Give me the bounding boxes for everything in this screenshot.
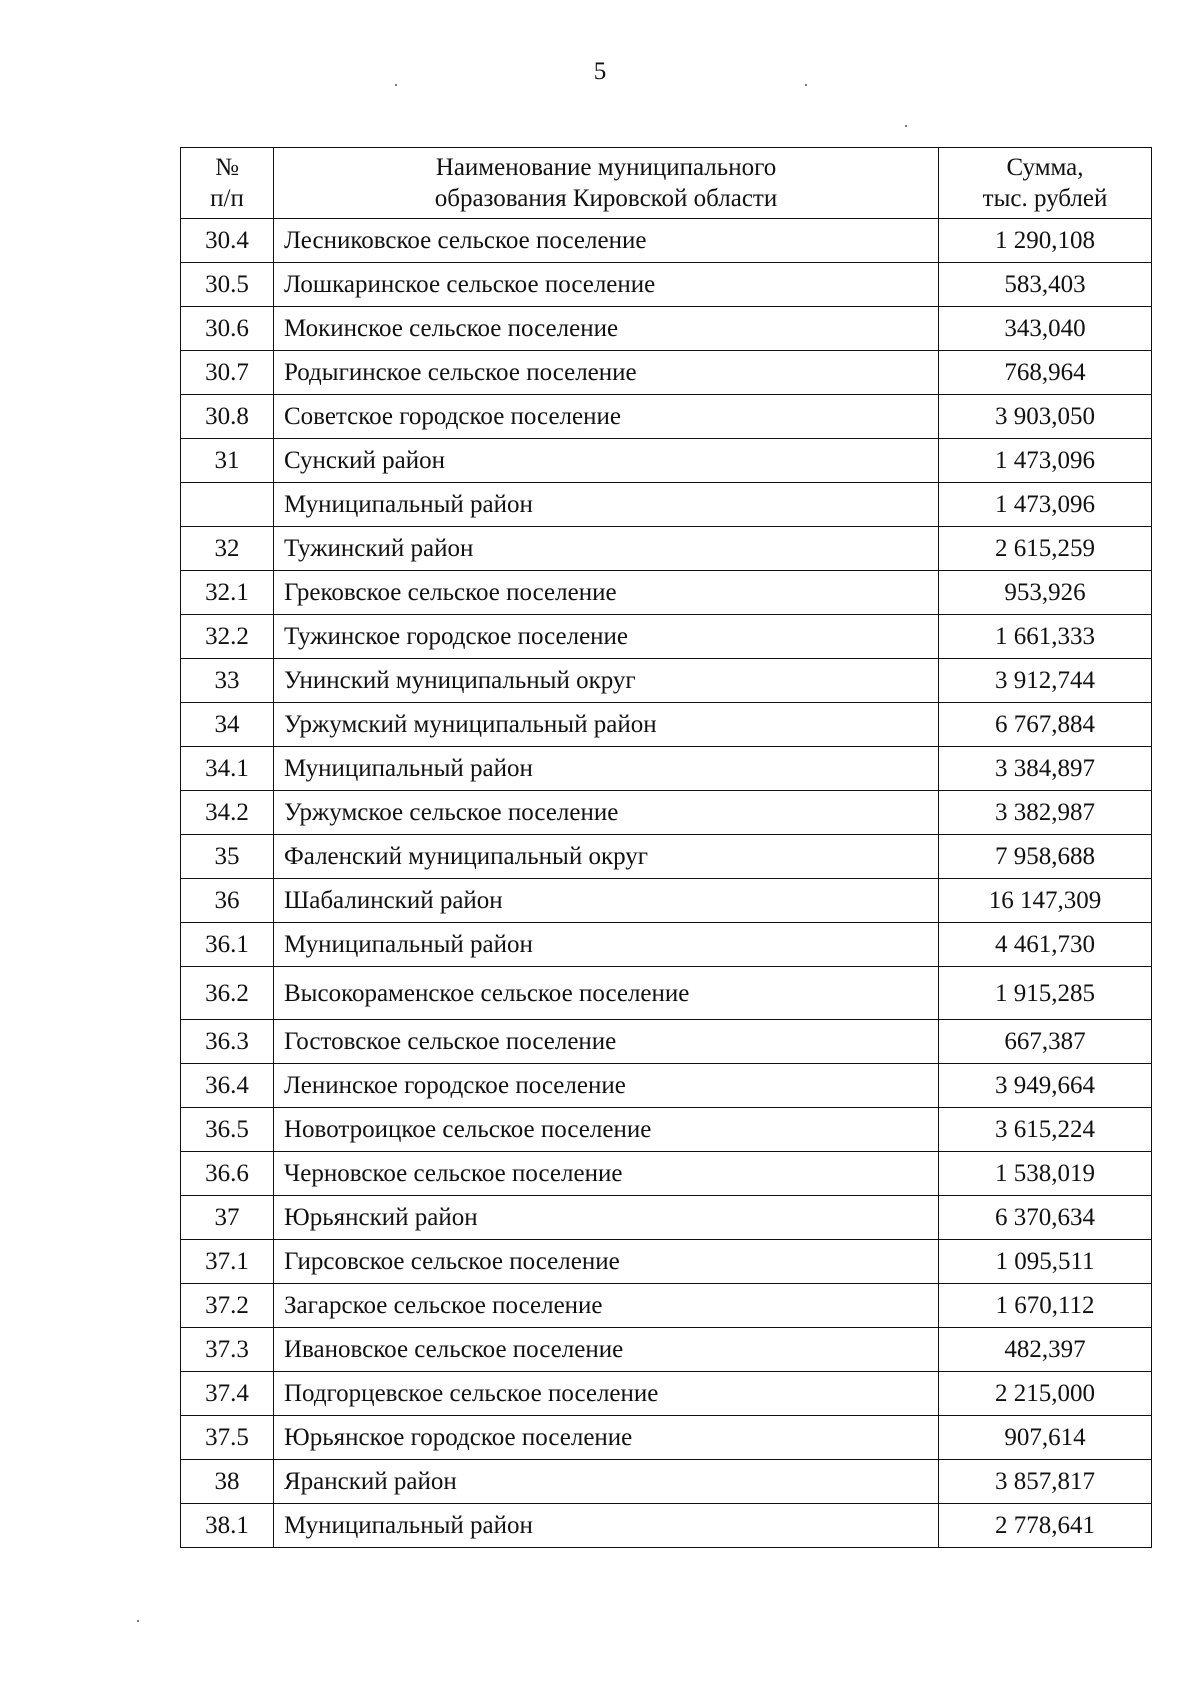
row-number: 36.6 bbox=[181, 1152, 274, 1196]
table-row bbox=[181, 967, 1152, 1020]
row-sum: 1 538,019 bbox=[939, 1152, 1152, 1196]
row-number bbox=[181, 483, 274, 527]
row-name: Загарское сельское поселение bbox=[274, 1284, 939, 1328]
row-sum: 1 670,112 bbox=[939, 1284, 1152, 1328]
row-name: Грековское сельское поселение bbox=[274, 571, 939, 615]
row-number: 37 bbox=[181, 1196, 274, 1240]
table-row bbox=[181, 747, 1152, 791]
row-sum: 4 461,730 bbox=[939, 923, 1152, 967]
row-sum: 1 661,333 bbox=[939, 615, 1152, 659]
table-row bbox=[181, 351, 1152, 395]
table-row bbox=[181, 263, 1152, 307]
row-number: 30.7 bbox=[181, 351, 274, 395]
row-sum: 1 290,108 bbox=[939, 219, 1152, 263]
row-sum: 3 382,987 bbox=[939, 791, 1152, 835]
table-row bbox=[181, 439, 1152, 483]
row-number: 30.8 bbox=[181, 395, 274, 439]
row-sum: 3 857,817 bbox=[939, 1460, 1152, 1504]
row-sum: 1 915,285 bbox=[939, 967, 1152, 1020]
row-number: 38 bbox=[181, 1460, 274, 1504]
row-number: 37.1 bbox=[181, 1240, 274, 1284]
row-name: Гостовское сельское поселение bbox=[274, 1020, 939, 1064]
header-name-line-2: образования Кировской области bbox=[434, 185, 778, 212]
table-row bbox=[181, 879, 1152, 923]
row-name: Муниципальный район bbox=[274, 483, 939, 527]
row-sum: 482,397 bbox=[939, 1328, 1152, 1372]
row-sum: 3 615,224 bbox=[939, 1108, 1152, 1152]
header-sum bbox=[939, 148, 1152, 219]
table-row bbox=[181, 615, 1152, 659]
header-name bbox=[274, 148, 939, 219]
row-name: Юрьянский район bbox=[274, 1196, 939, 1240]
row-sum: 907,614 bbox=[939, 1416, 1152, 1460]
table-row bbox=[181, 307, 1152, 351]
table-row bbox=[181, 659, 1152, 703]
table-row bbox=[181, 395, 1152, 439]
header-sum-line-2: тыс. рублей bbox=[982, 185, 1108, 212]
row-sum: 343,040 bbox=[939, 307, 1152, 351]
table-row bbox=[181, 571, 1152, 615]
row-name: Подгорцевское сельское поселение bbox=[274, 1372, 939, 1416]
row-number: 37.5 bbox=[181, 1416, 274, 1460]
row-number: 34 bbox=[181, 703, 274, 747]
row-name: Новотроицкое сельское поселение bbox=[274, 1108, 939, 1152]
row-sum: 2 215,000 bbox=[939, 1372, 1152, 1416]
table-row bbox=[181, 1416, 1152, 1460]
row-number: 36.2 bbox=[181, 967, 274, 1020]
header-sum-line-1: Сумма, bbox=[1006, 154, 1084, 181]
row-sum: 16 147,309 bbox=[939, 879, 1152, 923]
row-name: Шабалинский район bbox=[274, 879, 939, 923]
row-number: 36 bbox=[181, 879, 274, 923]
table-row bbox=[181, 527, 1152, 571]
table-row bbox=[181, 1460, 1152, 1504]
table-row bbox=[181, 1284, 1152, 1328]
table-row bbox=[181, 483, 1152, 527]
row-name: Тужинское городское поселение bbox=[274, 615, 939, 659]
row-sum: 3 912,744 bbox=[939, 659, 1152, 703]
table-row bbox=[181, 1064, 1152, 1108]
row-name: Тужинский район bbox=[274, 527, 939, 571]
row-sum: 7 958,688 bbox=[939, 835, 1152, 879]
table-row bbox=[181, 1108, 1152, 1152]
row-name: Унинский муниципальный округ bbox=[274, 659, 939, 703]
row-name: Черновское сельское поселение bbox=[274, 1152, 939, 1196]
row-number: 38.1 bbox=[181, 1504, 274, 1548]
table-row bbox=[181, 703, 1152, 747]
row-name: Гирсовское сельское поселение bbox=[274, 1240, 939, 1284]
header-number-line-1: № bbox=[215, 154, 239, 181]
row-sum: 1 473,096 bbox=[939, 439, 1152, 483]
table-row bbox=[181, 835, 1152, 879]
row-number: 37.4 bbox=[181, 1372, 274, 1416]
row-name: Муниципальный район bbox=[274, 1504, 939, 1548]
row-sum: 1 095,511 bbox=[939, 1240, 1152, 1284]
row-name: Мокинское сельское поселение bbox=[274, 307, 939, 351]
row-number: 30.6 bbox=[181, 307, 274, 351]
row-number: 32 bbox=[181, 527, 274, 571]
table-row bbox=[181, 1328, 1152, 1372]
row-number: 36.4 bbox=[181, 1064, 274, 1108]
row-sum: 583,403 bbox=[939, 263, 1152, 307]
row-number: 33 bbox=[181, 659, 274, 703]
table-row bbox=[181, 1152, 1152, 1196]
row-number: 32.2 bbox=[181, 615, 274, 659]
row-name: Ивановское сельское поселение bbox=[274, 1328, 939, 1372]
header-number bbox=[181, 148, 274, 219]
row-number: 32.1 bbox=[181, 571, 274, 615]
municipal-amounts-table bbox=[180, 147, 1152, 1548]
table-row bbox=[181, 1196, 1152, 1240]
row-name: Лесниковское сельское поселение bbox=[274, 219, 939, 263]
row-sum: 953,926 bbox=[939, 571, 1152, 615]
row-sum: 667,387 bbox=[939, 1020, 1152, 1064]
page-number: 5 bbox=[593, 58, 607, 85]
row-number: 30.4 bbox=[181, 219, 274, 263]
table-body bbox=[181, 219, 1152, 1548]
table-row bbox=[181, 219, 1152, 263]
table-row bbox=[181, 1240, 1152, 1284]
row-name: Фаленский муниципальный округ bbox=[274, 835, 939, 879]
row-number: 36.3 bbox=[181, 1020, 274, 1064]
table-row bbox=[181, 791, 1152, 835]
row-number: 37.3 bbox=[181, 1328, 274, 1372]
header-name-line-1: Наименование муниципального bbox=[435, 154, 777, 181]
row-sum: 3 903,050 bbox=[939, 395, 1152, 439]
row-number: 37.2 bbox=[181, 1284, 274, 1328]
row-name: Муниципальный район bbox=[274, 747, 939, 791]
table-row bbox=[181, 1372, 1152, 1416]
header-number-line-2: п/п bbox=[210, 185, 244, 212]
row-name: Яранский район bbox=[274, 1460, 939, 1504]
scan-speck bbox=[395, 84, 397, 86]
row-number: 35 bbox=[181, 835, 274, 879]
row-name: Лошкаринское сельское поселение bbox=[274, 263, 939, 307]
row-sum: 768,964 bbox=[939, 351, 1152, 395]
scan-speck bbox=[905, 125, 907, 127]
scan-speck bbox=[805, 84, 807, 86]
row-sum: 2 615,259 bbox=[939, 527, 1152, 571]
table-row bbox=[181, 1020, 1152, 1064]
row-number: 36.1 bbox=[181, 923, 274, 967]
row-sum: 1 473,096 bbox=[939, 483, 1152, 527]
row-number: 36.5 bbox=[181, 1108, 274, 1152]
table-row bbox=[181, 923, 1152, 967]
row-sum: 6 767,884 bbox=[939, 703, 1152, 747]
row-name: Родыгинское сельское поселение bbox=[274, 351, 939, 395]
row-number: 34.2 bbox=[181, 791, 274, 835]
row-name: Уржумское сельское поселение bbox=[274, 791, 939, 835]
row-number: 30.5 bbox=[181, 263, 274, 307]
row-number: 34.1 bbox=[181, 747, 274, 791]
row-sum: 3 384,897 bbox=[939, 747, 1152, 791]
row-sum: 6 370,634 bbox=[939, 1196, 1152, 1240]
row-name: Советское городское поселение bbox=[274, 395, 939, 439]
row-name: Юрьянское городское поселение bbox=[274, 1416, 939, 1460]
row-sum: 3 949,664 bbox=[939, 1064, 1152, 1108]
row-name: Сунский район bbox=[274, 439, 939, 483]
row-name: Ленинское городское поселение bbox=[274, 1064, 939, 1108]
row-name: Муниципальный район bbox=[274, 923, 939, 967]
scan-speck bbox=[137, 1620, 139, 1622]
row-number: 31 bbox=[181, 439, 274, 483]
row-sum: 2 778,641 bbox=[939, 1504, 1152, 1548]
table-header-row bbox=[181, 148, 1152, 219]
row-name: Высокораменское сельское поселение bbox=[274, 967, 939, 1020]
row-name: Уржумский муниципальный район bbox=[274, 703, 939, 747]
table-row bbox=[181, 1504, 1152, 1548]
